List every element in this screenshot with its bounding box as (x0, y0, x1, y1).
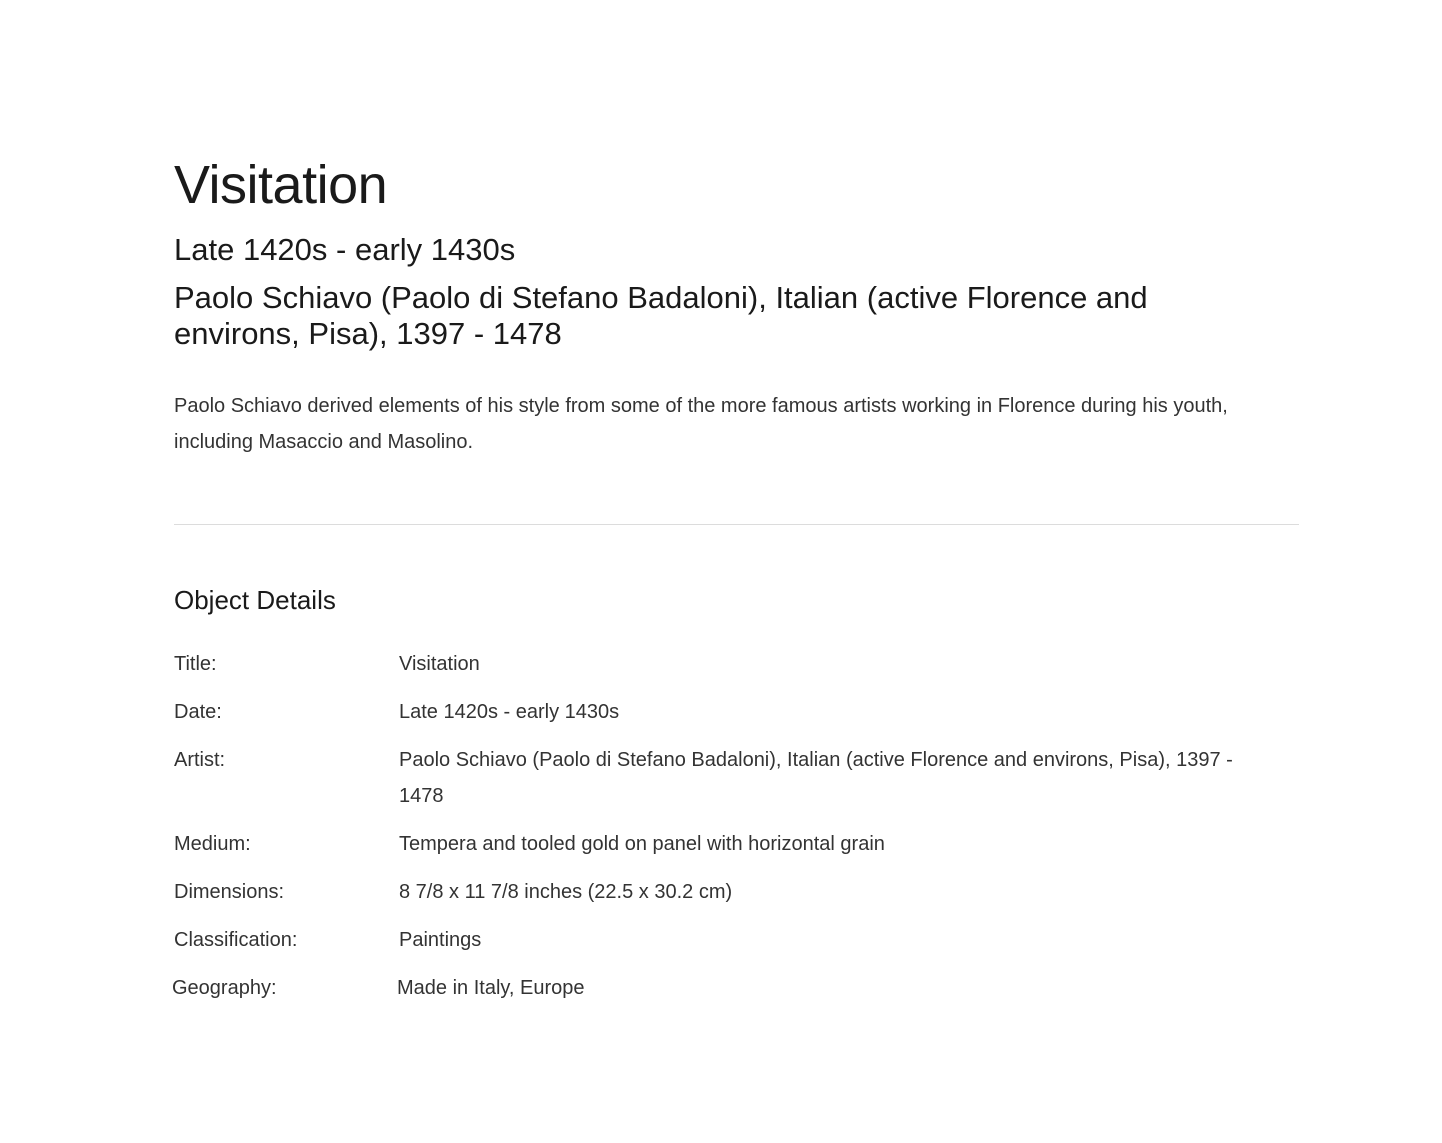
detail-value: 8 7/8 x 11 7/8 inches (22.5 x 30.2 cm) (399, 881, 733, 903)
detail-row-geography (172, 970, 1274, 1006)
detail-label: Title: (174, 653, 217, 675)
detail-value: Tempera and tooled gold on panel with horizontal grain (399, 833, 885, 855)
detail-label: Date: (174, 701, 222, 723)
detail-label: Classification: (174, 929, 298, 951)
detail-row-artist (174, 742, 1274, 814)
object-artist: Paolo Schiavo (Paolo di Stefano Badaloni), Italian (active Florence and environs, Pisa), 1397 - 1478 (174, 280, 1148, 351)
detail-label: Medium: (174, 833, 251, 855)
section-divider (174, 524, 1299, 525)
page-title: Visitation (174, 155, 388, 215)
detail-label: Artist: (174, 749, 226, 771)
detail-row-date (174, 694, 1274, 730)
object-description: Paolo Schiavo derived elements of his style from some of the more famous artists working in Florence during his youth, including Masaccio and Masolino. (174, 395, 1228, 453)
detail-row-title (174, 646, 1274, 682)
detail-value: Paintings (399, 929, 482, 951)
detail-value: Late 1420s - early 1430s (399, 701, 620, 723)
object-date: Late 1420s - early 1430s (174, 232, 516, 267)
object-details-heading: Object Details (174, 585, 336, 615)
detail-value: Made in Italy, Europe (397, 977, 585, 999)
detail-row-dimensions (174, 874, 1274, 910)
detail-label: Dimensions: (174, 881, 285, 903)
detail-value: Paolo Schiavo (Paolo di Stefano Badaloni), Italian (active Florence and environs, Pisa), 1397 - 1478 (399, 749, 1233, 807)
detail-value: Visitation (399, 653, 480, 675)
detail-row-medium (174, 826, 1274, 862)
object-details-list (174, 646, 1274, 1018)
detail-row-classification (174, 922, 1274, 958)
detail-label: Geography: (172, 977, 277, 999)
